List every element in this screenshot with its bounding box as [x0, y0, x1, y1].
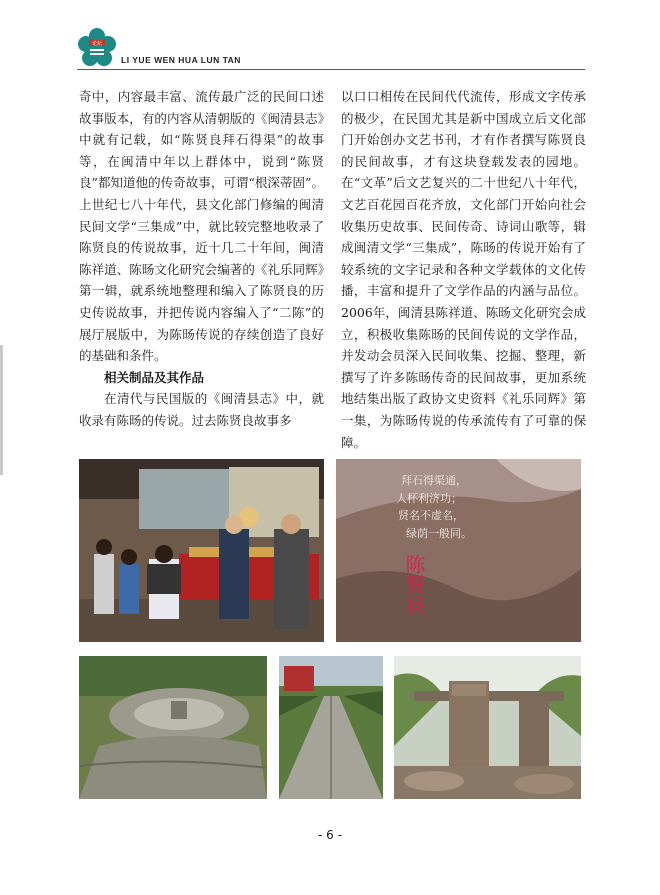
header-rule — [77, 69, 585, 70]
inscription-line: 人杯利济功； — [396, 492, 462, 505]
red-inscription: 陈贤良 — [402, 554, 426, 614]
text-column-left — [79, 86, 324, 432]
stone-bridge-photo — [394, 656, 581, 799]
paragraph: 奇中，内容最丰富、流传最广泛的民间口述故事版本，有的内容从清朝版的《闽清县志》中就有记载，如“陈贤良拜石得渠”的故事等，在闽清中年以上群体中，说到“陈贤良”都知道他的传奇故事，可谓“根深蒂固”。上世纪七八十年代，县文化部门修编的闽清民间文学“三集成”中，就比较完整地收录了陈贤良的传说故事，近十几二十年间，闽清陈祥道、陈旸文化研究会编著的《礼乐同辉》第一辑，就系统地整理和编入了陈贤良的历史传说故事，并把传说内容编入了“二陈”的展厅展版中，为陈旸传说的存续创造了良好的基础和条件。 — [79, 89, 324, 364]
page-number: - 6 - — [318, 828, 342, 842]
masthead-title: LI YUE WEN HUA LUN TAN — [121, 55, 241, 65]
stone-tomb-photo — [79, 656, 267, 799]
inscription-line: 贤名不虚名， — [398, 509, 464, 522]
stone-path-photo — [279, 656, 383, 799]
inscription-line: 绿荫一般同。 — [406, 527, 472, 540]
journal-logo — [77, 28, 117, 68]
page-edge-mark — [0, 345, 3, 475]
section-heading: 相关制品及其作品 — [104, 369, 205, 385]
paragraph: 在清代与民国版的《闽清县志》中，就收录有陈旸的传说。过去陈贤良故事多 — [79, 391, 324, 428]
inscription-line: 拜石得渠通， — [401, 474, 467, 487]
rock-inscription-photo — [336, 459, 581, 642]
temple-worship-photo — [79, 459, 324, 642]
text-column-right — [341, 86, 586, 453]
logo-text: 论坛 — [91, 41, 103, 47]
paragraph: 以口口相传在民间代代流传，形成文字传承的极少，在民国尤其是新中国成立后文化部门开始创办文艺书刊，才有作者撰写陈贤良的民间故事，才有这块登载发表的园地。在“文革”后文艺复兴的二十世纪八十年代，文艺百花园百花齐放，文化部门开始向社会收集历史故事、民间传奇、诗词山歌等，辑成闽清文学“三集成”，陈旸的传说开始有了较系统的文字记录和各种文学载体的文化传播，丰富和提升了文学作品的内涵与品位。2006年，闽清县陈祥道、陈旸文化研究会成立，积极收集陈旸的民间传说的文学作品，并发动会员深入民间收集、挖掘、整理，新撰写了许多陈旸传奇的民间故事，更加系统地结集出版了政协文史资料《礼乐同辉》第一集，为陈旸传说的传承流传有了可靠的保障。 — [341, 89, 586, 450]
